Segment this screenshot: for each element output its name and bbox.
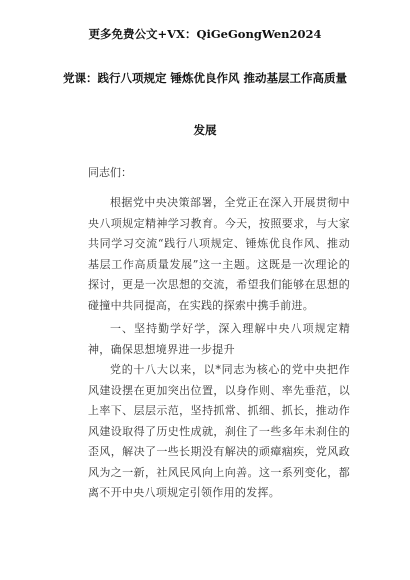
promo-header: 更多免费公文+VX：QiGeGongWen2024 [88,27,322,41]
section-heading: 一、坚持勤学好学，深入理解中央八项规定精神，确保思想境界进一步提升 [88,322,350,356]
document-title: 党课：践行八项规定 锤炼优良作风 推动基层工作高质量 [62,71,347,85]
document-title-continued: 发展 [193,123,217,137]
body-paragraph: 根据党中央决策部署，全党正在深入开展贯彻中央八项规定精神学习教育。今天，按照要求，与大家共同学习交流“践行八项规定、锤炼优良作风、推动基层工作高质量发展”这一主题。这既是一次理论的探讨，更是一次思想的交流，希望我们能够在思想的碰撞中共同提高，在实践的探索中携手前进。 [88,196,350,312]
salutation: 同志们： [88,166,132,179]
body-paragraph: 党的十八大以来，以*同志为核心的党中央把作风建设摆在更加突出位置，以身作则、率先垂范，以上率下、层层示范，坚持抓常、抓细、抓长，推动作风建设取得了历史性成就，刹住了一些多年未刹住的歪风，解决了一些长期没有解决的顽瘴痼疾，党风政风为之一新，社风民风向上向善。这一系列变化，都离不开中央八项规定引领作用的发挥。 [88,363,350,499]
